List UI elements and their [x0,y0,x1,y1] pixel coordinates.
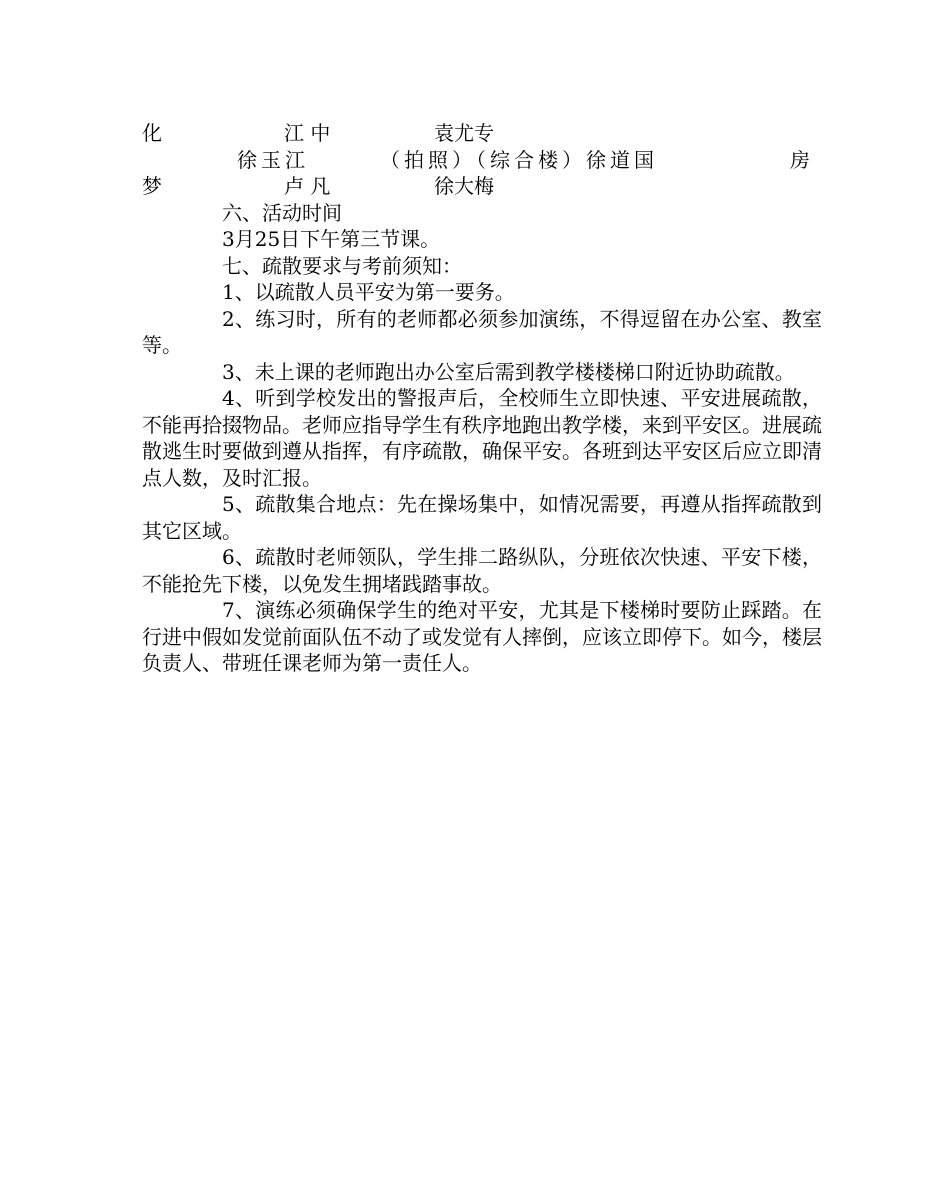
rule-item: 5、疏散集合地点：先在操场集中，如情况需要，再遵从指挥疏散到其它区域。 [142,492,822,543]
roster-cell: 江 中 [284,121,331,145]
section-heading-rules: 七、疏散要求与考前须知： [222,253,462,278]
roster-cell: 卢 凡 [284,174,331,198]
roster-cell: 袁尤专 [434,121,494,145]
rule-item: 7、演练必须确保学生的绝对平安，尤其是下楼梯时要防止踩踏。在行进中假如发觉前面队伍不动了或发觉有人摔倒，应该立即停下。如今，楼层负责人、带班任课老师为第一责任人。 [142,598,822,675]
roster-cell: （拍照）（综合楼）徐道国 [380,147,658,172]
section-heading-time: 六、活动时间 [222,200,342,225]
rule-item: 2、练习时，所有的老师都必须参加演练，不得逗留在办公室、教室等。 [142,306,822,357]
roster-row-1 [142,120,822,147]
roster-cell: 房 [790,147,810,172]
document-body [142,120,822,677]
rule-item: 1、以疏散人员平安为第一要务。 [222,280,515,304]
roster-cell: 梦 [142,174,162,198]
roster-cell: 化 [142,121,162,145]
rule-item: 3、未上课的老师跑出办公室后需到教学楼楼梯口附近协助疏散。 [222,359,795,384]
rule-item: 4、听到学校发出的警报声后，全校师生立即快速、平安进展疏散，不能再拾掇物品。老师应指导学生有秩序地跑出教学楼，来到平安区。进展疏散逃生时要做到遵从指挥，有序疏散，确保平安。各班到达平安区后应立即清点人数，及时汇报。 [142,386,822,490]
roster-cell: 徐大梅 [434,174,494,198]
roster-row-3 [142,173,822,200]
roster-row-2 [142,147,822,174]
roster-cell: 徐玉江 [237,147,309,172]
rule-item: 6、疏散时老师领队，学生排二路纵队，分班依次快速、平安下楼，不能抢先下楼，以免发生拥堵践踏事故。 [142,545,822,596]
activity-time: 3月25日下午第三节课。 [222,227,441,251]
